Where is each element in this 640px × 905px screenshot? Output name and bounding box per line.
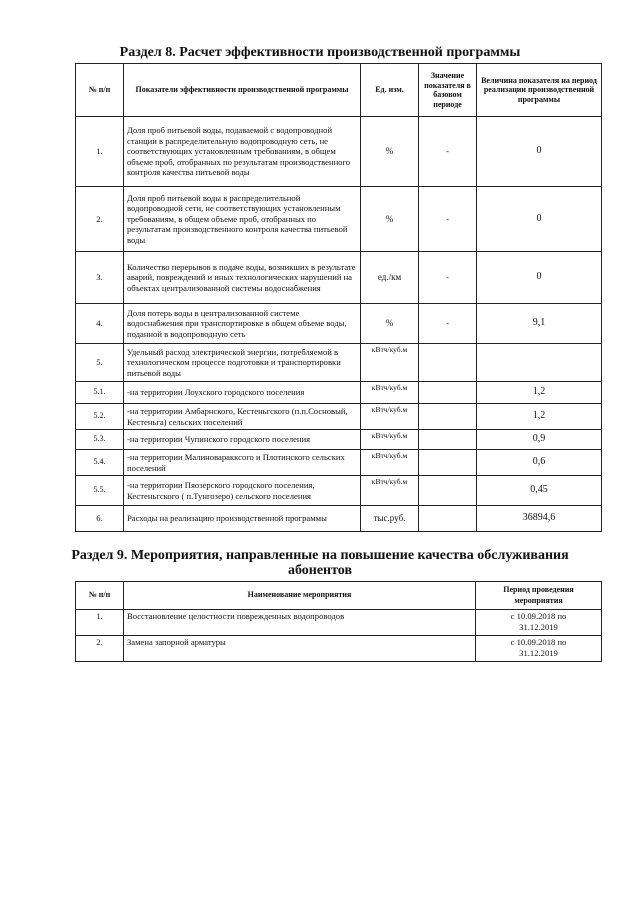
program-value: 9,1 (477, 304, 602, 344)
header-num: № п/п (76, 582, 124, 610)
period-end: 31.12.2019 (519, 647, 558, 658)
row-number: 5.2. (76, 404, 124, 430)
header-num: № п/п (76, 64, 124, 117)
program-value (477, 344, 602, 382)
table-row (76, 476, 602, 506)
table-row (76, 610, 602, 636)
indicator-name: Доля проб питьевой воды в распределительной водопроводной сети, не соответствующих установленным требованиям, в общем объеме проб, отобранных по результатам производственного контроля качества питьевой воды (124, 187, 361, 252)
indicator-name: Доля проб питьевой воды, подаваемой с водопроводной станции в распределительную водопроводную сеть, не соответствующих установленным требованиям, в общем объеме проб, отобранных по результатам производственного контроля качества питьевой воды (124, 117, 361, 187)
efficiency-table (75, 63, 602, 532)
base-value: - (419, 304, 477, 344)
section-9-title-line-1: Раздел 9. Мероприятия, направленные на повышение качества обслуживания (71, 548, 569, 563)
unit: % (361, 187, 419, 252)
header-program-value: Величина показателя на период реализации производственной программы (477, 64, 602, 117)
row-number: 5.1. (76, 382, 124, 404)
table-row (76, 382, 602, 404)
table-row (76, 117, 602, 187)
indicator-name: Расходы на реализацию производственной программы (124, 506, 361, 532)
period-end: 31.12.2019 (519, 621, 558, 632)
unit: кВтч/куб.м (361, 430, 419, 450)
row-number: 1. (76, 117, 124, 187)
measure-period (476, 636, 602, 662)
row-number: 6. (76, 506, 124, 532)
indicator-name: Удельный расход электрической энергии, потребляемой в технологическом процессе подготовки и транспортировки питьевой воды (124, 344, 361, 382)
program-value: 0,9 (477, 430, 602, 450)
program-value: 36894,6 (477, 506, 602, 532)
base-value: - (419, 187, 477, 252)
row-number: 5. (76, 344, 124, 382)
base-value: - (419, 252, 477, 304)
unit: кВтч/куб.м (361, 476, 419, 506)
measures-table (75, 581, 602, 662)
measure-name: Замена запорной арматуры (124, 636, 476, 662)
unit: кВтч/куб.м (361, 404, 419, 430)
unit: % (361, 304, 419, 344)
row-number: 2. (76, 187, 124, 252)
row-number: 5.3. (76, 430, 124, 450)
table-row (76, 506, 602, 532)
row-number: 4. (76, 304, 124, 344)
program-value: 0 (477, 252, 602, 304)
period-start: с 10.09.2018 по (510, 611, 567, 621)
program-value: 0 (477, 117, 602, 187)
table-row (76, 304, 602, 344)
unit: кВтч/куб.м (361, 382, 419, 404)
table-row (76, 344, 602, 382)
unit: ед./км (361, 252, 419, 304)
header-base-value: Значение показателя в базовом периоде (419, 64, 477, 117)
measure-period (476, 610, 602, 636)
base-value (419, 450, 477, 476)
base-value (419, 382, 477, 404)
base-value (419, 476, 477, 506)
table-row (76, 430, 602, 450)
header-indicator: Показатели эффективности производственной программы (124, 64, 361, 117)
indicator-name: Количество перерывов в подаче воды, возникших в результате аварий, повреждений и иных технологических нарушений на объектах централизованной системы водоснабжения (124, 252, 361, 304)
indicator-name: -на территории Лоухского городского поселения (124, 382, 361, 404)
row-number: 1. (76, 610, 124, 636)
program-value: 0 (477, 187, 602, 252)
indicator-name: -на территории Чупинского городского поселения (124, 430, 361, 450)
base-value (419, 404, 477, 430)
unit: кВтч/куб.м (361, 450, 419, 476)
table-row (76, 450, 602, 476)
period-start: с 10.09.2018 по (510, 637, 567, 647)
section-9-title-line-2: абонентов (287, 563, 353, 578)
indicator-name: Доля потерь воды в централизованной системе водоснабжения при транспортировке в общем объеме воды, поданной в водопроводную сеть (124, 304, 361, 344)
program-value: 1,2 (477, 404, 602, 430)
table-row (76, 187, 602, 252)
base-value (419, 430, 477, 450)
table-row (76, 404, 602, 430)
indicator-name: -на территории Пяозерского городского поселения, Кестеньгского ( п.Тунгозеро) сельского поселения (124, 476, 361, 506)
program-value: 1,2 (477, 382, 602, 404)
measure-name: Восстановление целостности поврежденных водопроводов (124, 610, 476, 636)
row-number: 5.4. (76, 450, 124, 476)
section-9-title (0, 548, 640, 578)
header-unit: Ед. изм. (361, 64, 419, 117)
base-value: - (419, 117, 477, 187)
program-value: 0,6 (477, 450, 602, 476)
row-number: 5.5. (76, 476, 124, 506)
unit: тыс.руб. (361, 506, 419, 532)
header-period: Период проведения мероприятия (476, 582, 602, 610)
row-number: 2. (76, 636, 124, 662)
indicator-name: -на территории Малиноваракксого и Плотинского сельских поселений (124, 450, 361, 476)
unit: кВтч/куб.м (361, 344, 419, 382)
row-number: 3. (76, 252, 124, 304)
section-8-title: Раздел 8. Расчет эффективности производственной программы (119, 45, 521, 60)
unit: % (361, 117, 419, 187)
program-value: 0,45 (477, 476, 602, 506)
table-row (76, 636, 602, 662)
table-row (76, 252, 602, 304)
base-value (419, 506, 477, 532)
indicator-name: -на территории Амбарнского, Кестеньгского (п.п.Сосновый, Кестеньга) сельских поселений (124, 404, 361, 430)
header-measure-name: Наименование мероприятия (124, 582, 476, 610)
base-value (419, 344, 477, 382)
